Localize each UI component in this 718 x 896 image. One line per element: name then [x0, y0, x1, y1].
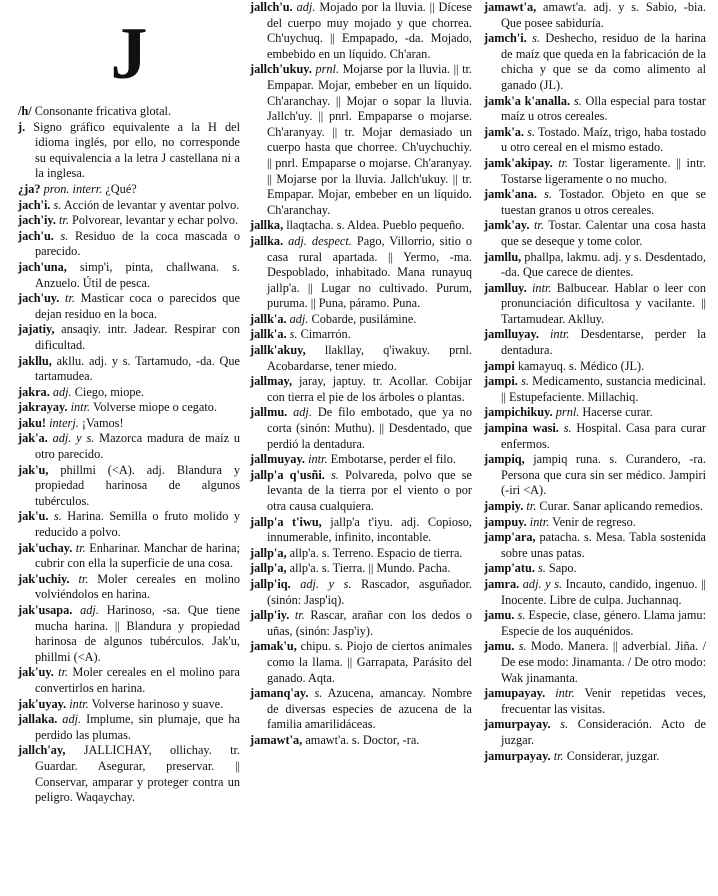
- entry-headword: jak'u,: [18, 462, 49, 477]
- entry-definition: Signo gráfico equivalente a la H del idioma inglés, por ello, no corresponde su equivalencia a la letra J castellana ni a la inglesa.: [25, 119, 240, 181]
- dictionary-entry: [250, 577, 472, 608]
- entry-headword: jallp'iy.: [250, 608, 290, 623]
- entry-grammar-label: s.: [286, 327, 298, 342]
- entry-grammar-label: adj. y s.: [290, 576, 352, 591]
- dictionary-entry: [18, 213, 240, 229]
- dictionary-entry: [18, 182, 240, 198]
- entry-headword: jamk'a.: [484, 124, 524, 139]
- dictionary-entry: [250, 343, 472, 374]
- entry-headword: jamllu,: [484, 249, 522, 264]
- entry-definition: Masticar coca o parecidos que dejan residuo en la boca.: [35, 291, 240, 321]
- dictionary-entry: [484, 515, 706, 531]
- entry-headword: jamawt'a,: [250, 732, 303, 747]
- dictionary-entry: [484, 187, 706, 218]
- entry-grammar-label: s.: [514, 639, 527, 654]
- entry-grammar-label: s.: [53, 228, 69, 243]
- entry-headword: jamupayay.: [484, 686, 546, 701]
- entry-headword: jak'u.: [18, 509, 49, 524]
- dictionary-entry: [18, 260, 240, 291]
- entry-headword: jak'uyay.: [18, 696, 67, 711]
- entry-grammar-label: interj.: [46, 415, 79, 430]
- entry-definition: Implume, sin plumaje, que ha perdido las plumas.: [35, 712, 240, 742]
- entry-grammar-label: tr.: [53, 665, 69, 680]
- entry-headword: jallp'a,: [250, 545, 287, 560]
- dictionary-entry: [484, 218, 706, 249]
- entry-grammar-label: s.: [517, 374, 529, 389]
- dictionary-entry: [484, 608, 706, 639]
- dictionary-entry: [18, 104, 240, 120]
- entry-headword: jamp'atu.: [484, 561, 535, 576]
- entry-grammar-label: prnl.: [552, 405, 580, 420]
- entry-headword: jampiq,: [484, 452, 525, 467]
- dictionary-entry: [18, 743, 240, 805]
- entry-definition: Tostar. Calentar una cosa hasta que se deseque y tome color.: [501, 218, 706, 248]
- entry-definition: amawt'a. s. Doctor, -ra.: [302, 732, 420, 747]
- entry-definition: Rascar, arañar con los dedos o uñas, (sinón: Jasp'iy).: [267, 608, 472, 638]
- entry-definition: patacha. s. Mesa. Tabla sostenida sobre unas patas.: [501, 530, 706, 560]
- dictionary-entry: [484, 577, 706, 608]
- entry-definition: Especie, clase, género. Llama jamu: Especie de los auquénidos.: [501, 608, 706, 638]
- entry-grammar-label: s.: [523, 124, 536, 139]
- entry-grammar-label: tr.: [523, 499, 537, 513]
- entry-grammar-label: s.: [570, 93, 582, 108]
- entry-headword: jallp'iq.: [250, 576, 291, 591]
- dictionary-entry: [250, 405, 472, 452]
- dictionary-entry: [484, 452, 706, 499]
- entry-grammar-label: s.: [48, 509, 62, 524]
- entry-definition: llakllay, q'iwakuy. prnl. Acobardarse, tener miedo.: [267, 343, 472, 373]
- entry-grammar-label: s.: [534, 561, 546, 576]
- entry-grammar-label: tr.: [529, 218, 544, 233]
- entry-headword: jakra.: [18, 384, 50, 399]
- entry-grammar-label: tr.: [69, 571, 89, 586]
- dictionary-entry: [250, 546, 472, 562]
- entry-grammar-label: tr.: [289, 608, 305, 623]
- entry-definition: Venir de regreso.: [549, 514, 636, 529]
- entry-headword: jallka,: [250, 218, 284, 233]
- entry-definition: JALLICHAY, ollichay. tr. Guardar. Asegurar, preservar. || Conservar, amparar y proteger contra un peligro. Waqaychay.: [35, 743, 240, 805]
- entry-grammar-label: intr.: [526, 514, 550, 529]
- entry-definition: Curar. Sanar aplicando remedios.: [536, 499, 703, 513]
- entry-definition: Mojarse por la lluvia. || tr. Empapar. Mojar, embeber en un líquido. Ch'aranchay. || Mojar o sopar la lluvia. Jallch'uy. || pnrl. Empaparse o mojarse. Ch'aranyay. || tr. Mojar demasiado un cuerpo hasta que chorree. Ch'uychuchiy. || pnrl. Empaparse o mojarse. Ch'aranyay. || Mojarse por la lluvia. Jallch'ukuy. || tr. Empapar. Mojar, embeber en un líquido. Ch'aranchay.: [267, 62, 472, 217]
- dictionary-entry: [250, 327, 472, 343]
- entry-headword: jaku!: [18, 415, 47, 430]
- dictionary-entry: [18, 416, 240, 432]
- entry-definition: Harinoso, -sa. Que tiene mucha harina. || Blandura y propiedad harinosa de algunos tubérculos. Jak'u, phillmi (<A).: [35, 603, 240, 664]
- dictionary-entry: [18, 385, 240, 401]
- entry-headword: jak'uchay.: [18, 540, 73, 555]
- entry-definition: Moler cereales en el molino para convertirlos en harina.: [35, 665, 240, 695]
- dictionary-entry: [18, 697, 240, 713]
- entry-headword: jamra.: [484, 576, 520, 591]
- entry-grammar-label: intr.: [526, 280, 552, 295]
- dictionary-entry: [18, 572, 240, 603]
- entry-definition: Medicamento, sustancia medicinal. || Estupefaciente. Millachiq.: [501, 374, 706, 404]
- entry-headword: jallk'a.: [250, 327, 287, 342]
- entry-headword: jampina wasi.: [484, 421, 559, 436]
- entry-headword: jamk'ay.: [484, 218, 530, 233]
- entry-grammar-label: s.: [514, 608, 526, 623]
- entry-definition: Rascador, asguñador. (sinón: Jasp'iq).: [267, 576, 472, 607]
- entry-headword: jajatiy,: [18, 322, 55, 337]
- entry-headword: jallch'ay,: [18, 743, 66, 758]
- dictionary-entry: [250, 639, 472, 686]
- entry-headword: jak'usapa.: [18, 603, 73, 617]
- entry-headword: jallk'a.: [250, 311, 287, 326]
- entry-definition: akllu. adj. y s. Tartamudo, -da. Que tartamudea.: [35, 353, 240, 384]
- entry-definition: Residuo de la coca mascada o parecido.: [35, 228, 240, 259]
- entry-definition: De filo embotado, que ya no corta (sinón: Muthu). || Desdentado, que perdió la dentadura.: [267, 405, 472, 451]
- entry-headword: jampi: [484, 358, 515, 373]
- dictionary-entry: [250, 515, 472, 546]
- entry-headword: jak'uy.: [18, 665, 54, 680]
- entry-headword: jallaka.: [18, 712, 58, 727]
- entry-grammar-label: adj. despect.: [283, 233, 352, 248]
- entry-headword: jallk'akuy,: [250, 343, 306, 358]
- entry-grammar-label: tr.: [550, 748, 564, 763]
- entry-grammar-label: adj.: [57, 712, 82, 727]
- entry-definition: phillmi (<A). adj. Blandura y propiedad harinosa de algunos tubérculos.: [35, 462, 240, 508]
- entry-definition: Ciego, miope.: [71, 384, 145, 399]
- dictionary-entry: [484, 421, 706, 452]
- dictionary-entry: [484, 156, 706, 187]
- entry-headword: jallka.: [250, 233, 284, 248]
- dictionary-entry: [484, 717, 706, 748]
- entry-headword: jach'u.: [18, 228, 54, 243]
- entry-headword: jakllu,: [18, 353, 52, 368]
- entry-headword: jallp'a q'usñi.: [250, 467, 325, 482]
- column-3: [484, 0, 706, 764]
- column-2: [250, 0, 472, 749]
- entry-definition: Consideración. Acto de juzgar.: [501, 717, 706, 747]
- dictionary-entry: [18, 509, 240, 540]
- entry-definition: simp'i, pinta, challwana. s. Anzuelo. Útil de pesca.: [35, 259, 240, 290]
- entry-headword: j.: [18, 119, 26, 134]
- entry-headword: jamch'i.: [484, 31, 527, 46]
- entry-headword: jampuy.: [484, 514, 527, 529]
- entry-grammar-label: intr.: [66, 696, 89, 711]
- entry-definition: Considerar, juzgar.: [563, 748, 660, 763]
- entry-definition: ¿Qué?: [102, 181, 137, 196]
- entry-headword: jampichikuy.: [484, 405, 553, 420]
- entry-grammar-label: tr.: [552, 155, 569, 170]
- dictionary-entry: [250, 608, 472, 639]
- entry-grammar-label: intr.: [545, 686, 575, 701]
- entry-definition: Tostador. Objeto en que se tuestan granos u otros cereales.: [501, 187, 706, 217]
- dictionary-entry: [250, 374, 472, 405]
- dictionary-entry: [18, 322, 240, 353]
- entry-definition: Mojado por la lluvia. || Dícese del cuerpo muy mojado y que chorrea. Ch'uychuq. || Empapado, -da. Mojado, embebido en un líquido. Ch'aran.: [267, 0, 472, 61]
- entry-definition: Azucena, amancay. Nombre de diversas especies de azucena de la familia amarilidáceas.: [267, 686, 472, 732]
- dictionary-entry: [484, 359, 706, 375]
- dictionary-entry: [18, 400, 240, 416]
- entry-headword: jamlluy.: [484, 280, 527, 295]
- entry-headword: jamk'ana.: [484, 187, 537, 202]
- dictionary-entry: [18, 354, 240, 385]
- entry-definition: jallp'a t'iyu. adj. Copioso, innumerable, infinito, incontable.: [267, 514, 473, 545]
- dictionary-entry: [484, 125, 706, 156]
- entry-definition: Modo. Manera. || adverbial. Jiña. / De ese modo: Jinamanta. / De otro modo: Wak jinamanta.: [501, 639, 706, 685]
- entry-grammar-label: s.: [550, 717, 569, 732]
- dictionary-entry: [484, 94, 706, 125]
- dictionary-entry: [18, 229, 240, 260]
- entry-headword: jamurpayay.: [484, 717, 551, 732]
- entry-grammar-label: pron. interr.: [40, 181, 103, 196]
- dictionary-entry: [18, 120, 240, 182]
- entry-headword: ¿ja?: [18, 181, 41, 196]
- dictionary-entry: [250, 0, 472, 62]
- entry-headword: jamlluyay.: [484, 327, 539, 342]
- entry-headword: jach'una,: [18, 259, 67, 274]
- entry-headword: jallch'u.: [250, 0, 293, 14]
- entry-definition: Enharinar. Manchar de harina; cubrir con ella la superficie de una cosa.: [35, 540, 240, 571]
- dictionary-entry: [484, 0, 706, 31]
- entry-definition: ansaqiy. intr. Jadear. Respirar con dificultad.: [35, 322, 240, 352]
- entry-headword: jallp'a,: [250, 561, 287, 576]
- dictionary-entry: [18, 712, 240, 743]
- dictionary-entry: [484, 499, 706, 515]
- entry-grammar-label: s.: [50, 197, 62, 212]
- entry-grammar-label: adj. y s.: [47, 431, 95, 446]
- dictionary-entry: [250, 218, 472, 234]
- entry-grammar-label: prnl.: [311, 62, 340, 77]
- entry-headword: jakrayay.: [18, 400, 68, 415]
- entry-definition: Desdentarse, perder la dentadura.: [501, 327, 706, 358]
- entry-grammar-label: s.: [324, 467, 339, 482]
- entry-definition: Polvorear, levantar y echar polvo.: [68, 213, 239, 228]
- entry-headword: jamurpayay.: [484, 748, 551, 763]
- dictionary-entry: [18, 431, 240, 462]
- entry-headword: jak'a.: [18, 431, 48, 446]
- dictionary-entry: [18, 291, 240, 322]
- entry-grammar-label: s.: [526, 31, 540, 46]
- entry-definition: Harina. Semilla o fruto molido y reducido a polvo.: [35, 509, 240, 540]
- entry-grammar-label: adj. y s.: [519, 576, 563, 591]
- entry-grammar-label: intr.: [305, 452, 328, 467]
- entry-headword: jallp'a t'iwu,: [250, 514, 322, 529]
- entry-headword: jamk'akipay.: [484, 155, 553, 170]
- entry-grammar-label: adj.: [49, 384, 72, 399]
- entry-definition: Cimarrón.: [297, 327, 351, 342]
- entry-definition: Tostar ligeramente. || intr. Tostarse ligeramente o no mucho.: [501, 155, 706, 186]
- dictionary-entry: [484, 561, 706, 577]
- entry-headword: jallch'ukuy.: [250, 62, 312, 77]
- dictionary-entry: [250, 312, 472, 328]
- dictionary-entry: [18, 541, 240, 572]
- entry-definition: Moler cereales en molino volviéndolos en harina.: [35, 571, 240, 602]
- entry-headword: jach'i.: [18, 197, 51, 212]
- dictionary-entry: [484, 250, 706, 281]
- entry-definition: Balbucear. Hablar o leer con pronunciación dificultosa y vacilante. || Tartamudear. Aklluy.: [501, 280, 706, 326]
- entry-headword: jach'iy.: [18, 213, 56, 228]
- dictionary-entry: [18, 665, 240, 696]
- entry-grammar-label: adj.: [286, 311, 309, 326]
- dictionary-entry: [250, 468, 472, 515]
- entry-definition: Acción de levantar y aventar polvo.: [61, 197, 240, 212]
- entry-definition: Deshecho, residuo de la harina de maíz que queda en la fabricación de la chicha y que se da como alimento al ganado (JL).: [501, 31, 706, 92]
- dictionary-entry: [484, 374, 706, 405]
- entry-headword: jallmuyay.: [250, 452, 305, 467]
- entry-grammar-label: adj.: [72, 603, 99, 617]
- entry-headword: jamk'a k'analla.: [484, 93, 571, 108]
- entry-grammar-label: s.: [536, 187, 552, 202]
- entry-definition: Cobarde, pusilámine.: [308, 311, 417, 326]
- entry-headword: jampiy.: [484, 499, 524, 513]
- section-letter: J: [110, 13, 148, 95]
- entry-definition: phallpa, lakmu. adj. y s. Desdentado, -da. Que carece de dientes.: [501, 249, 706, 280]
- dictionary-entry: [18, 603, 240, 665]
- dictionary-entry: [484, 686, 706, 717]
- entry-definition: Polvareda, polvo que se levanta de la tierra por el viento o por otra causa cualquiera.: [267, 467, 472, 513]
- entry-definition: Mazorca madura de maíz u otro parecido.: [35, 431, 241, 462]
- entry-grammar-label: intr.: [67, 400, 91, 415]
- entry-definition: Consonante fricativa glotal.: [31, 104, 172, 118]
- entry-grammar-label: adj.: [292, 0, 316, 14]
- dictionary-entry: [250, 561, 472, 577]
- entry-headword: jach'uy.: [18, 291, 60, 306]
- entry-definition: ¡Vamos!: [78, 415, 124, 430]
- entry-headword: jamu.: [484, 639, 515, 654]
- entry-definition: allp'a. s. Tierra. || Mundo. Pacha.: [286, 561, 451, 576]
- entry-definition: kamayuq. s. Médico (JL).: [514, 358, 645, 373]
- entry-headword: jallmu.: [250, 405, 288, 420]
- entry-headword: jallmay,: [250, 374, 293, 389]
- dictionary-entry: [484, 405, 706, 421]
- dictionary-entry: [484, 530, 706, 561]
- entry-definition: jampiq runa. s. Curandero, -ra. Persona que cura sin ser médico. Jampiri (-iri <A).: [501, 452, 706, 498]
- dictionary-entry: [484, 749, 706, 765]
- entry-definition: Volverse harinoso y suave.: [88, 696, 224, 711]
- entry-definition: Volverse miope o cegato.: [90, 400, 218, 415]
- dictionary-entry: [250, 733, 472, 749]
- entry-definition: Embotarse, perder el filo.: [327, 452, 456, 467]
- entry-headword: jak'uchiy.: [18, 571, 70, 586]
- entry-definition: Hacerse curar.: [579, 405, 653, 420]
- dictionary-entry: [18, 198, 240, 214]
- entry-grammar-label: adj.: [287, 405, 312, 420]
- entry-headword: jamak'u,: [250, 639, 297, 654]
- entry-definition: Hospital. Casa para curar enfermos.: [501, 421, 706, 451]
- entry-headword: jamanq'ay.: [250, 686, 309, 701]
- entry-grammar-label: tr.: [55, 213, 69, 228]
- entry-definition: Olla especial para tostar maíz u otros cereales.: [501, 93, 707, 124]
- entry-definition: Venir repetidas veces, frecuentar las visitas.: [501, 686, 706, 716]
- entry-definition: llaqtacha. s. Aldea. Pueblo pequeño.: [283, 218, 465, 233]
- entry-definition: amawt'a. adj. y s. Sabio, -bia. Que posee sabiduría.: [501, 0, 706, 30]
- entry-grammar-label: intr.: [539, 327, 570, 342]
- entry-definition: Tostado. Maíz, trigo, haba tostado u otro cereal en el mismo estado.: [501, 124, 706, 155]
- entry-headword: jamawt'a,: [484, 0, 537, 14]
- entry-headword: /h/: [18, 104, 32, 118]
- entry-grammar-label: s.: [558, 421, 572, 436]
- entry-definition: chipu. s. Piojo de ciertos animales como la llama. || Garrapata, Parásito del ganado. Aqta.: [267, 639, 472, 685]
- entry-definition: Sapo.: [545, 561, 577, 576]
- dictionary-entry: [250, 62, 472, 218]
- entry-definition: Incauto, candido, ingenuo. || Inocente. Libre de culpa. Juchannaq.: [501, 576, 707, 607]
- column-1: [18, 0, 240, 806]
- dictionary-entry: [484, 327, 706, 358]
- entry-headword: jampi.: [484, 374, 518, 389]
- entry-grammar-label: s.: [308, 686, 323, 701]
- entry-grammar-label: tr.: [59, 291, 75, 306]
- entry-definition: allp'a. s. Terreno. Espacio de tierra.: [286, 545, 463, 560]
- dictionary-entry: [484, 31, 706, 93]
- entry-headword: jamu.: [484, 608, 515, 623]
- entry-definition: Pago, Villorrio, sitio o casa rural apartada. || Yermo, -ma. Despoblado, inhabitado. Mana runayuq jallp'a. || Lugar no cultivado. Purum, puruma. || Puna, páramo. Puna.: [267, 233, 472, 311]
- dictionary-entry: [484, 281, 706, 328]
- dictionary-entry: [250, 686, 472, 733]
- entry-definition: jaray, japtuy. tr. Acollar. Cobijar con tierra el pie de los árboles o plantas.: [267, 374, 472, 404]
- dictionary-entry: [250, 234, 472, 312]
- dictionary-entry: [484, 639, 706, 686]
- dictionary-entry: [18, 463, 240, 510]
- entry-grammar-label: tr.: [72, 540, 86, 555]
- entry-headword: jamp'ara,: [484, 530, 536, 545]
- dictionary-entry: [250, 452, 472, 468]
